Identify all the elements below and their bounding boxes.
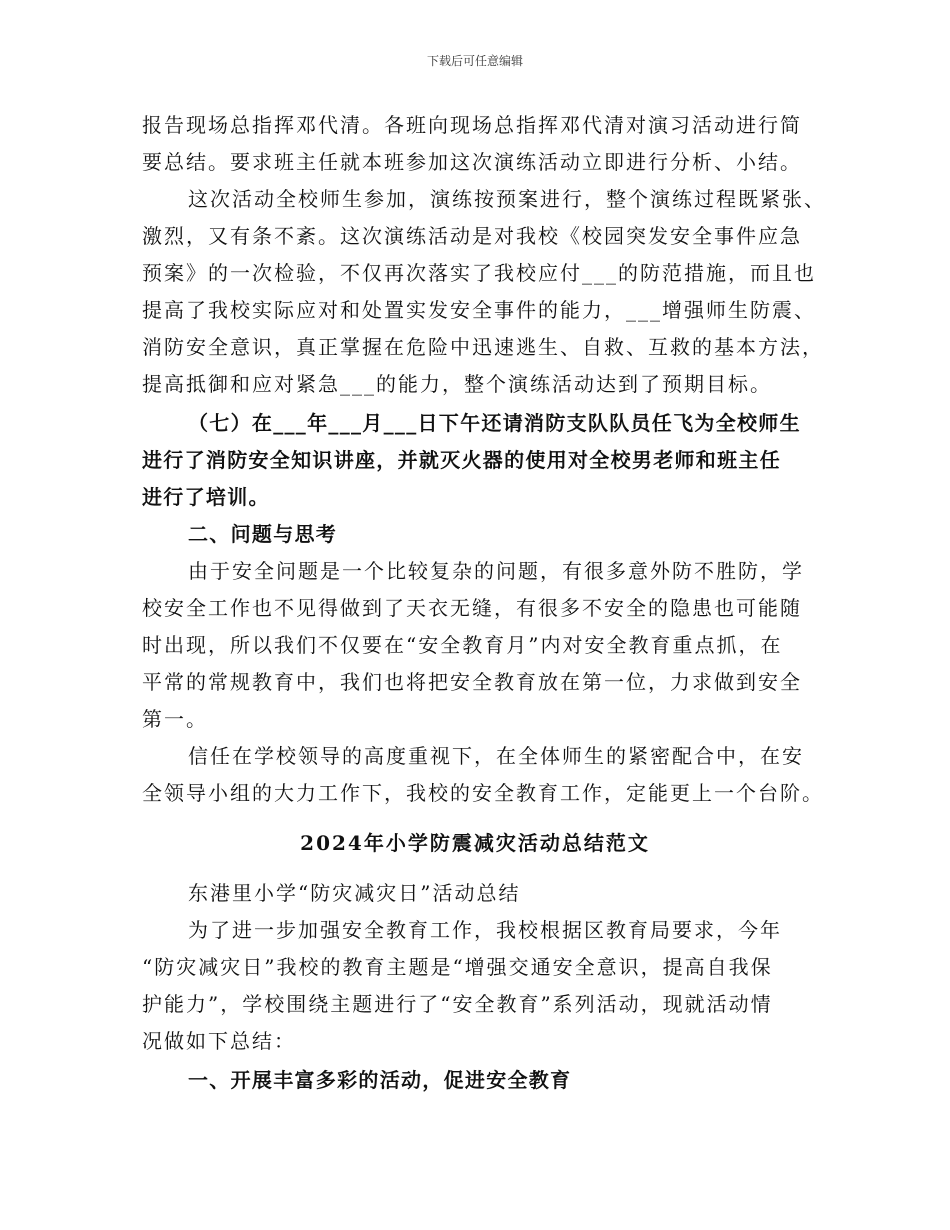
paragraph-line: 要总结。要求班主任就本班参加这次演练活动立即进行分析、小结。 xyxy=(142,150,802,174)
paragraph-line: 平常的常规教育中，我们也将把安全教育放在第一位，力求做到安全 xyxy=(142,670,802,694)
paragraph-line: 由于安全问题是一个比较复杂的问题，有很多意外防不胜防，学 xyxy=(188,559,804,583)
paragraph-line: 全领导小组的大力工作下，我校的安全教育工作，定能更上一个台阶。 xyxy=(142,781,824,805)
paragraph-line: 第一。 xyxy=(142,707,208,731)
section-heading: 二、问题与思考 xyxy=(188,522,338,546)
paragraph-line: 为了进一步加强安全教育工作，我校根据区教育局要求，今年 xyxy=(188,918,782,942)
article-title: 2024年小学防震减灾活动总结范文 xyxy=(300,831,650,855)
bold-paragraph-line: 进行了培训。 xyxy=(142,485,270,509)
paragraph-line: 护能力”，学校围绕主题进行了“安全教育”系列活动，现就活动情 xyxy=(142,992,773,1016)
paragraph-line: 提高抵御和应对紧急___的能力，整个演练活动达到了预期目标。 xyxy=(142,372,772,396)
paragraph-line: 校安全工作也不见得做到了天衣无缝，有很多不安全的隐患也可能随 xyxy=(142,596,802,620)
paragraph-line: “防灾减灾日”我校的教育主题是“增强交通安全意识，提高自我保 xyxy=(142,955,773,979)
paragraph-line: 信任在学校领导的高度重视下，在全体师生的紧密配合中，在安 xyxy=(188,744,804,768)
page-header: 下载后可任意编辑 xyxy=(426,54,523,68)
paragraph-line: 激烈，又有条不紊。这次演练活动是对我校《校园突发安全事件应急 xyxy=(142,224,802,248)
paragraph-line: 预案》的一次检验，不仅再次落实了我校应付___的防范措施，而且也 xyxy=(142,261,816,285)
bold-paragraph-line: （七）在___年___月___日下午还请消防支队队员任飞为全校师生 xyxy=(188,411,801,435)
bold-paragraph-line: 进行了消防安全知识讲座，并就灭火器的使用对全校男老师和班主任 xyxy=(142,448,781,472)
paragraph-line: 时出现，所以我们不仅要在“安全教育月”内对安全教育重点抓，在 xyxy=(142,633,783,657)
paragraph-line: 报告现场总指挥邓代清。各班向现场总指挥邓代清对演习活动进行简 xyxy=(142,113,802,137)
paragraph-line: 消防安全意识，真正掌握在危险中迅速逃生、自救、互救的基本方法， xyxy=(142,335,824,359)
paragraph-line: 这次活动全校师生参加，演练按预案进行，整个演练过程既紧张、 xyxy=(188,187,826,211)
paragraph-line: 况做如下总结： xyxy=(142,1029,296,1053)
paragraph-line: 东港里小学“防灾减灾日”活动总结 xyxy=(188,881,521,905)
section-heading: 一、开展丰富多彩的活动，促进安全教育 xyxy=(188,1068,572,1092)
paragraph-line: 提高了我校实际应对和处置实发安全事件的能力，___增强师生防震、 xyxy=(142,298,816,322)
